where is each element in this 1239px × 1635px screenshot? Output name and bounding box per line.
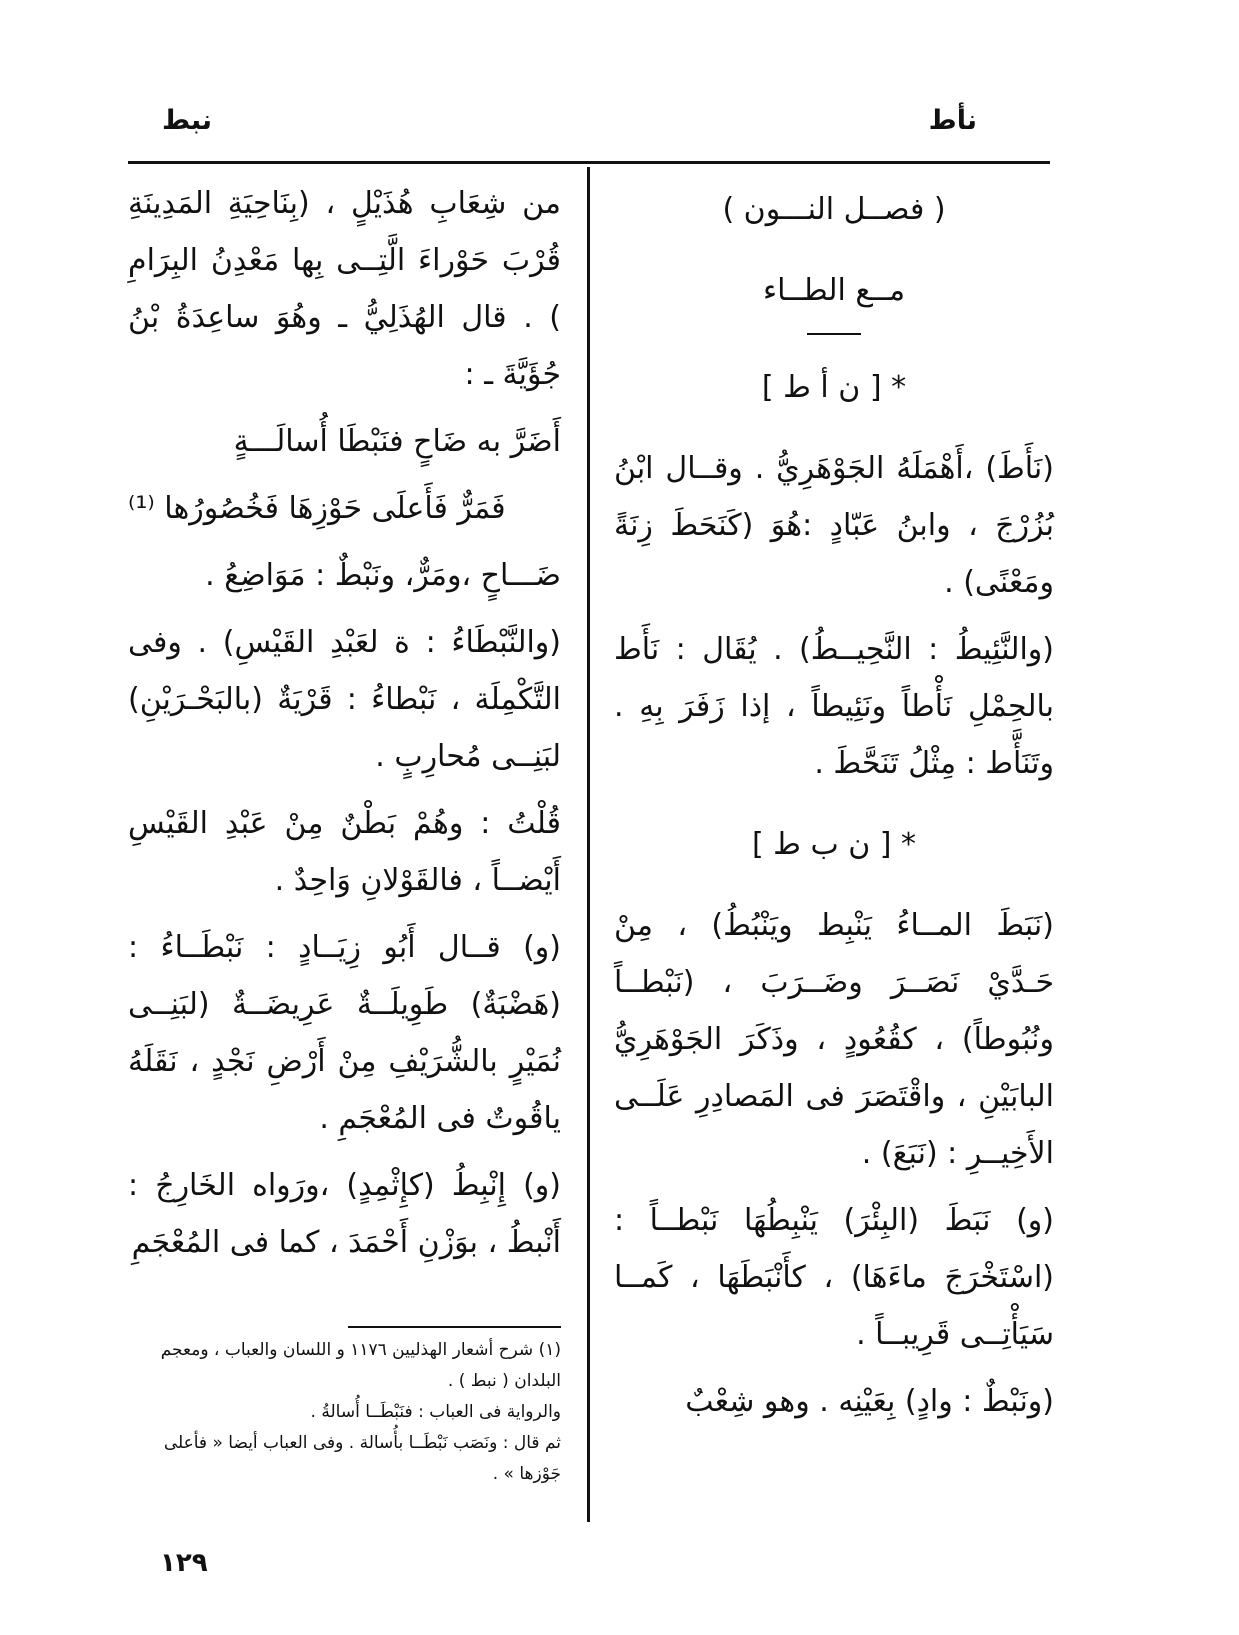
header-right-guide-word: نأط bbox=[928, 105, 977, 136]
column-divider bbox=[587, 167, 590, 1522]
verse-line: أَضَرَّ به ضَاحٍ فنَبْطَا أُسالَـــةٍ bbox=[233, 424, 561, 459]
entry-paragraph: قُلْتُ : وهُمْ بَطْنٌ مِنْ عَبْدِ القَيْسِ أَيْضــاً ، فالقَوْلانِ وَاحِدٌ . bbox=[128, 806, 561, 898]
left-column bbox=[128, 175, 561, 1281]
entry-paragraph: (و) قــال أَبُو زِيَــادٍ : نَبْطَــاءُ : (هَضْبَةٌ) طَوِيلَــةٌ عَرِيضَــةٌ (لبَنِــى نُمَيْرٍ بالشُّرَيْفِ مِنْ أَرْضِ نَجْدٍ ، نَقَلَهُ ياقُوتٌ فى المُعْجَمِ . bbox=[128, 930, 561, 1136]
verse-line: فَمَرٌّ فَأَعلَى حَوْزِهَا فَخُصُورُها ⁽¹⁾ bbox=[128, 491, 506, 526]
footnote-line: ثم قال : ونَصَب نَبْطَــا بأُسالة . وفى العباب أيضا « فأعلى جَوْزها » . bbox=[163, 1433, 561, 1484]
page-number: ١٢٩ bbox=[160, 1548, 208, 1578]
entry-paragraph: ضَـــاحٍ ،ومَرٌّ، ونَبْطٌ : مَوَاضِعُ . bbox=[205, 558, 561, 593]
entry-heading: * [ ن ب ط ] bbox=[751, 827, 917, 862]
entry-paragraph: (ونَبْطٌ : وادٍ) بِعَيْنِه . وهو شِعْبٌ bbox=[685, 1384, 1054, 1419]
entry-paragraph: (والنَّبْطَاءُ : ة لعَبْدِ القَيْسِ) . وفى التَّكْمِلَة ، نَبْطاءُ : قَرْيَةٌ (بالبَحْـرَيْنِ) لبَنِــى مُحارِبٍ . bbox=[128, 625, 561, 774]
entry-paragraph: (و) نَبَطَ (البِئْرَ) يَنْبِطُهَا نَبْطــاً : (اسْتَخْرَجَ ماءَهَا) ، كأَنْبَطَهَا ، كَمــا سَيَأْتِــى قَرِيبــاً . bbox=[614, 1203, 1054, 1352]
entry-paragraph: (و) إِنْبِطُ (كإِثْمِدٍ) ،ورَواه الخَارِجُ : أَنْبطُ ، بوَزْنِ أَحْمَدَ ، كما فى المُعْجَمِ bbox=[128, 1168, 561, 1260]
entry-paragraph: (نَأَطَ) ،أَهْمَلَهُ الجَوْهَرِيُّ . وقــال ابْنُ بُزُرْجَ ، وابنُ عَبّادٍ :هُوَ (كَنَحَطَ زِنَةً ومَعْنًى) . bbox=[614, 451, 1054, 600]
footnote-rule bbox=[348, 1326, 561, 1328]
entry-paragraph: من شِعَابِ هُذَيْلٍ ، (بِنَاحِيَةِ المَدِينَةِ قُرْبَ حَوْراءَ الَّتِــى بِها مَعْدِنُ البِرَامِ ) . قال الهُذَلِيُّ ـ وهُوَ ساعِدَةُ بْنُ جُؤَيَّةَ ـ : bbox=[128, 186, 561, 392]
ornament-rule bbox=[807, 333, 861, 335]
entry-paragraph: (والنَّئِيطُ : النَّحِيــطُ) . يُقَال : نَأَط بالحِمْلِ نَأْطاً ونَئِيطاً ، إذا زَفَرَ بِهِ . وتَنَأَّط : مِثْلُ تَنَحَّطَ . bbox=[614, 632, 1054, 781]
footnotes bbox=[128, 1335, 561, 1490]
footnote-line: (١) شرح أشعار الهذليين ١١٧٦ و اللسان والعباب ، ومعجم البلدان ( نبط ) . bbox=[160, 1340, 561, 1391]
section-title: ( فصــل النـــون ) bbox=[722, 192, 946, 227]
section-subtitle: مــع الطــاء bbox=[762, 273, 906, 308]
entry-paragraph: (نَبَطَ المــاءُ يَنْبِط ويَنْبُطُ) ، مِنْ حَـدَّيْ نَصَــرَ وضَــرَبَ ، (نَبْطــاً ونُبُوطاً) ، كقُعُودٍ ، وذَكَرَ الجَوْهَرِيُّ البابَيْنِ ، واقْتَصَرَ فى المَصادِرِ عَلَــى الأَخِيــرِ : (نَبَعَ) . bbox=[614, 908, 1054, 1171]
header-left-guide-word: نبط bbox=[162, 105, 213, 136]
entry-heading: * [ ن أ ط ] bbox=[761, 370, 907, 405]
footnote-line: والرواية فى العباب : فنَبْطَــا أُسالةُ . bbox=[310, 1402, 561, 1422]
header-rule bbox=[128, 161, 1050, 164]
right-column bbox=[614, 175, 1054, 1440]
